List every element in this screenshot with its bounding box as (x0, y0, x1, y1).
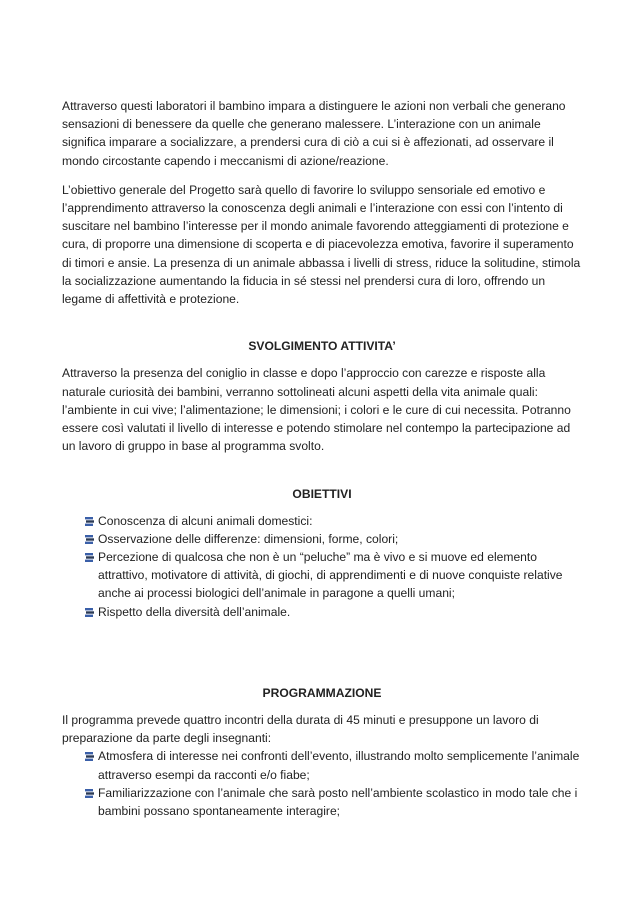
list-item (85, 512, 582, 530)
paragraph-svolgimento: Attraverso la presenza del coniglio in classe e dopo l’approccio con carezze e risposte alla naturale curiosità dei bambini, verranno sottolineati alcuni aspetti della vita animale quali: l’ambiente in cui vive; l’alimentazione; le dimensioni; i colori e le cure di cui necessita. Potranno essere così valutati il livello di interesse e potendo stimolare nel contempo la partecipazione ad un lavoro di gruppo in base al programma svolto. (62, 366, 571, 454)
list-item-text: Percezione di qualcosa che non è un “peluche” ma è vivo e si muove ed elemento attrattivo, motivatore di attività, di giochi, di apprendimenti e di nuove conquiste relative anche ai processi biologici dell’animale in paragone a quelli umani; (98, 550, 563, 601)
list-item-text: Familiarizzazione con l’animale che sarà posto nell’ambiente scolastico in modo tale che i bambini possano spontaneamente interagire; (98, 785, 578, 819)
book-stack-bullet-icon (84, 534, 95, 545)
list-item (85, 603, 582, 621)
book-stack-bullet-icon (84, 607, 95, 618)
heading-obiettivi: OBIETTIVI (292, 487, 352, 502)
heading-svolgimento: SVOLGIMENTO ATTIVITA’ (248, 339, 396, 354)
list-item-text: Rispetto della diversità dell’animale. (98, 604, 291, 619)
obiettivi-list (62, 512, 582, 621)
document-page (62, 97, 582, 820)
list-item (85, 530, 582, 548)
book-stack-bullet-icon (84, 788, 95, 799)
programmazione-list (62, 747, 582, 820)
list-item-text: Atmosfera di interesse nei confronti dell’evento, illustrando molto semplicemente l’animale attraverso esempi da racconti e/o fiabe; (98, 749, 580, 782)
list-item (85, 747, 582, 783)
list-item-text: Osservazione delle differenze: dimensioni, forme, colori; (98, 531, 399, 546)
paragraph-intro: Attraverso questi laboratori il bambino impara a distinguere le azioni non verbali che generano sensazioni di benessere da quelle che generano malessere. L’interazione con un animale significa imparare a socializzare, a prendersi cura di ciò a cui si è affezionati, ad osservare il mondo circostante capendo i meccanismi di azione/reazione. (62, 99, 566, 168)
book-stack-bullet-icon (84, 751, 95, 762)
paragraph-obiettivo-generale: L’obiettivo generale del Progetto sarà quello di favorire lo sviluppo sensoriale ed emotivo e l’apprendimento attraverso la conoscenza degli animali e l’interazione con essi con l’intento di suscitare nel bambino l’interesse per il mondo animale favorendo atteggiamenti di protezione e cura, di proporre una dimensione di scoperta e di piacevolezza emotiva, favorire il superamento di timori e ansie. La presenza di un animale abbassa i livelli di stress, riduce la solitudine, stimola la socializzazione aumentando la fiducia in sé stessi nel prendersi cura di loro, offrendo un legame di affettività e protezione. (62, 182, 581, 307)
list-item (85, 784, 582, 820)
book-stack-bullet-icon (84, 552, 95, 563)
paragraph-programmazione: Il programma prevede quattro incontri della durata di 45 minuti e presuppone un lavoro di preparazione da parte degli insegnanti: (62, 713, 539, 746)
list-item (85, 548, 582, 603)
heading-programmazione: PROGRAMMAZIONE (262, 685, 382, 700)
list-item-text: Conoscenza di alcuni animali domestici: (98, 513, 313, 528)
book-stack-bullet-icon (84, 516, 95, 527)
